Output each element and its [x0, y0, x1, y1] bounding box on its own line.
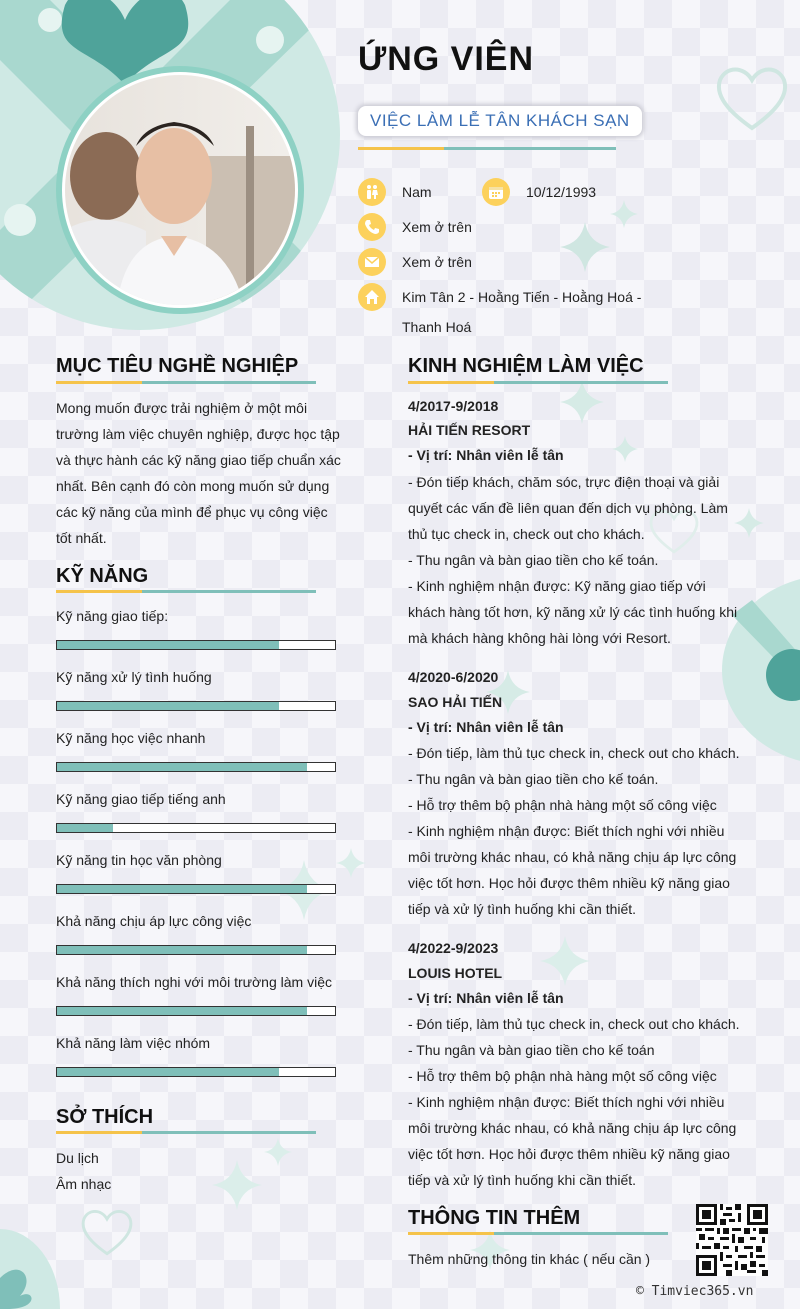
objective-underline	[56, 381, 316, 384]
objective-line: tốt nhất.	[56, 530, 107, 546]
home-icon	[358, 283, 386, 311]
experience-underline	[408, 381, 668, 384]
skill-bar	[56, 884, 336, 894]
sparkle-icon	[540, 936, 590, 986]
job-description-line: quyết các vấn đề liên quan đến dịch vụ phòng. Làm	[408, 500, 728, 516]
job-description-line: - Thu ngân và bàn giao tiền cho kế toán	[408, 1042, 655, 1058]
skill-bar-fill	[57, 763, 307, 771]
job-period: 4/2022-9/2023	[408, 940, 499, 956]
job-description-line: - Kinh nghiệm nhận được: Biết thích nghi với nhiều	[408, 823, 725, 839]
job-period: 4/2020-6/2020	[408, 669, 499, 685]
job-description-line: môi trường khác nhau, có khả năng chịu áp lực công	[408, 1120, 737, 1136]
skill-bar	[56, 823, 336, 833]
skill-bar	[56, 1067, 336, 1077]
skill-bar	[56, 1006, 336, 1016]
skill-bar-fill	[57, 824, 113, 832]
hobby-item: Âm nhạc	[56, 1176, 112, 1192]
skill-label: Kỹ năng xử lý tình huống	[56, 669, 212, 685]
skill-label: Kỹ năng học việc nhanh	[56, 730, 206, 746]
skills-title: KỸ NĂNG	[56, 565, 149, 587]
skill-bar-fill	[57, 1007, 307, 1015]
gender-value: Nam	[402, 184, 432, 200]
birthdate-value: 10/12/1993	[526, 184, 597, 200]
heart-outline-icon	[78, 1206, 136, 1258]
heart-outline-icon	[712, 62, 792, 134]
email-value: Xem ở trên	[402, 254, 472, 270]
additional-title: THÔNG TIN THÊM	[408, 1207, 581, 1229]
email-icon	[358, 248, 386, 276]
job-period: 4/2017-9/2018	[408, 398, 499, 414]
sparkle-icon	[734, 508, 764, 538]
job-description-line: - Hỗ trợ thêm bộ phận nhà hàng một số công việc	[408, 797, 717, 813]
sparkle-icon	[560, 222, 610, 272]
job-description-line: việc tốt hơn. Học hỏi được thêm nhiều kỹ năng giao	[408, 875, 730, 891]
job-description-line: môi trường khác nhau, có khả năng chịu áp lực công	[408, 849, 737, 865]
job-title-badge: VIỆC LÀM LỄ TÂN KHÁCH SẠN	[358, 106, 642, 136]
job-company: LOUIS HOTEL	[408, 965, 503, 981]
job-description-line: - Hỗ trợ thêm bộ phận nhà hàng một số công việc	[408, 1068, 717, 1084]
hobbies-title: SỞ THÍCH	[56, 1106, 154, 1128]
objective-line: các kỹ năng của mình để phục vụ công việc	[56, 504, 328, 520]
skill-label: Khả năng thích nghi với môi trường làm việc	[56, 974, 332, 990]
job-description-line: - Kinh nghiệm nhận được: Kỹ năng giao tiếp với	[408, 578, 706, 594]
skill-label: Khả năng làm việc nhóm	[56, 1035, 211, 1051]
phone-icon	[358, 213, 386, 241]
additional-underline	[408, 1232, 668, 1235]
objective-line: Mong muốn được trải nghiệm ở một môi	[56, 400, 308, 416]
skill-bar	[56, 701, 336, 711]
watermark: © Timviec365.vn	[636, 1284, 754, 1299]
candidate-name: ỨNG VIÊN	[358, 40, 535, 78]
job-description-line: tiếp và xử lý tình huống khi cần thiết.	[408, 1172, 637, 1188]
sparkle-icon	[560, 380, 604, 424]
additional-text: Thêm những thông tin khác ( nếu cần )	[408, 1251, 651, 1267]
skill-label: Khả năng chịu áp lực công việc	[56, 913, 252, 929]
skill-label: Kỹ năng giao tiếp tiếng anh	[56, 791, 226, 807]
avatar	[56, 66, 304, 314]
job-description-line: - Đón tiếp, làm thủ tục check in, check out cho khách.	[408, 1016, 740, 1032]
job-company: HẢI TIẾN RESORT	[408, 422, 531, 438]
job-company: SAO HẢI TIẾN	[408, 694, 503, 710]
objective-text	[56, 395, 356, 551]
gender-icon	[358, 178, 386, 206]
skills-underline	[56, 590, 316, 593]
skill-bar-fill	[57, 946, 307, 954]
skill-bar	[56, 945, 336, 955]
objective-title: MỤC TIÊU NGHỀ NGHIỆP	[56, 355, 299, 377]
calendar-icon	[482, 178, 510, 206]
job-description-line: - Đón tiếp, làm thủ tục check in, check out cho khách.	[408, 745, 740, 761]
skill-label: Kỹ năng tin học văn phòng	[56, 852, 222, 868]
header-underline	[358, 147, 616, 150]
skill-label: Kỹ năng giao tiếp:	[56, 608, 169, 624]
job-description-line: mà khách hàng không hài lòng với Resort.	[408, 630, 671, 646]
job-position: - Vị trí: Nhân viên lễ tân	[408, 447, 564, 463]
skill-bar-fill	[57, 1068, 279, 1076]
qr-code[interactable]	[696, 1204, 768, 1276]
job-description-line: - Kinh nghiệm nhận được: Biết thích nghi với nhiều	[408, 1094, 725, 1110]
sparkle-icon	[212, 1160, 262, 1210]
job-position: - Vị trí: Nhân viên lễ tân	[408, 719, 564, 735]
skill-bar-fill	[57, 702, 279, 710]
experience-title: KINH NGHIỆM LÀM VIỆC	[408, 355, 644, 377]
address-line2: Thanh Hoá	[402, 319, 472, 335]
objective-line: trường làm việc chuyên nghiệp, được học tập	[56, 426, 340, 442]
skill-bar	[56, 762, 336, 772]
objective-line: và thực hành các kỹ năng giao tiếp chuẩn xác	[56, 452, 341, 468]
job-description-line: - Thu ngân và bàn giao tiền cho kế toán.	[408, 771, 659, 787]
skill-bar	[56, 640, 336, 650]
sparkle-icon	[264, 1138, 292, 1166]
job-description-line: thủ tục check in, check out cho khách.	[408, 526, 645, 542]
phone-value: Xem ở trên	[402, 219, 472, 235]
job-description-line: - Đón tiếp khách, chăm sóc, trực điện thoại và giải	[408, 474, 720, 490]
hobbies-underline	[56, 1131, 316, 1134]
job-description-line: - Thu ngân và bàn giao tiền cho kế toán.	[408, 552, 659, 568]
job-description-line: khách hàng tốt hơn, kỹ năng xử lý các tình huống khi	[408, 604, 738, 620]
address-line1: Kim Tân 2 - Hoằng Tiến - Hoằng Hoá -	[402, 289, 642, 305]
decor-bottom-left	[0, 1218, 60, 1309]
hobby-item: Du lịch	[56, 1150, 99, 1166]
objective-line: nhất. Bên cạnh đó còn mong muốn sử dụng	[56, 478, 330, 494]
skill-bar-fill	[57, 885, 307, 893]
job-description-line: tiếp và xử lý tình huống khi cần thiết.	[408, 901, 637, 917]
skill-bar-fill	[57, 641, 279, 649]
job-description-line: việc tốt hơn. Học hỏi được thêm nhiều kỹ năng giao	[408, 1146, 730, 1162]
sparkle-icon	[336, 848, 366, 878]
sparkle-icon	[610, 200, 638, 228]
sparkle-icon	[612, 436, 638, 462]
job-position: - Vị trí: Nhân viên lễ tân	[408, 990, 564, 1006]
